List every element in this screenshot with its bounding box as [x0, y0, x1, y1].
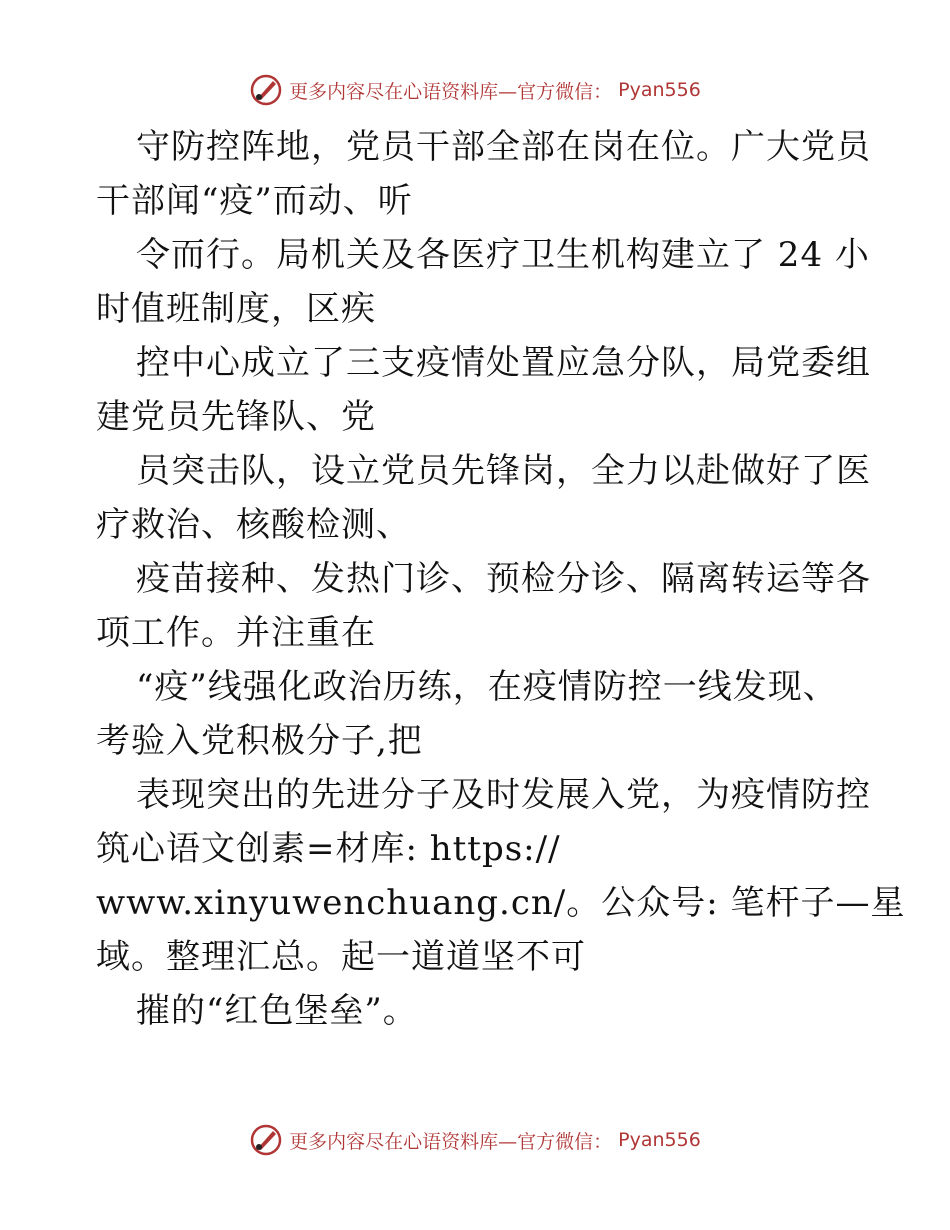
body-line-9: 疫苗接种、发热门诊、预检分诊、隔离转运等各: [136, 559, 871, 599]
body-line-13: 表现突出的先进分子及时发展入党，为疫情防控: [136, 775, 871, 815]
header-banner: [0, 68, 950, 112]
body-line-2: 干部闻“疫”而动、听: [96, 181, 413, 221]
red-quill-circle-logo-icon: [249, 1123, 283, 1157]
header-wechat-id: Pyan556: [618, 79, 701, 101]
red-quill-circle-logo-icon: [249, 73, 283, 107]
body-line-12: 考验入党积极分子,把: [96, 721, 423, 761]
body-line-15: www.xinyuwenchuang.cn/。公众号: 笔杆子—星: [96, 883, 906, 923]
body-line-3: 令而行。局机关及各医疗卫生机构建立了 24 小: [136, 235, 870, 275]
body-line-10: 项工作。并注重在: [96, 613, 376, 653]
body-line-1: 守防控阵地，党员干部全部在岗在位。广大党员: [136, 127, 871, 167]
footer-banner: [0, 1118, 950, 1162]
footer-wechat-id: Pyan556: [618, 1129, 701, 1151]
body-line-8: 疗救治、核酸检测、: [96, 505, 411, 545]
body-line-11: “疫”线强化政治历练，在疫情防控一线发现、: [136, 667, 838, 707]
body-line-7: 员突击队，设立党员先锋岗，全力以赴做好了医: [136, 451, 871, 491]
header-banner-text: 更多内容尽在心语资料库—官方微信：: [289, 80, 613, 103]
body-line-4: 时值班制度，区疾: [96, 289, 376, 329]
document-body: [96, 120, 906, 1038]
body-line-6: 建党员先锋队、党: [96, 397, 376, 437]
body-line-14: 筑心语文创素=材库: https://: [96, 829, 561, 869]
body-line-17: 摧的“红色堡垒”。: [136, 991, 418, 1031]
body-line-5: 控中心成立了三支疫情处置应急分队，局党委组: [136, 343, 871, 383]
footer-banner-text: 更多内容尽在心语资料库—官方微信：: [289, 1130, 613, 1153]
body-line-16: 域。整理汇总。起一道道坚不可: [96, 937, 586, 977]
